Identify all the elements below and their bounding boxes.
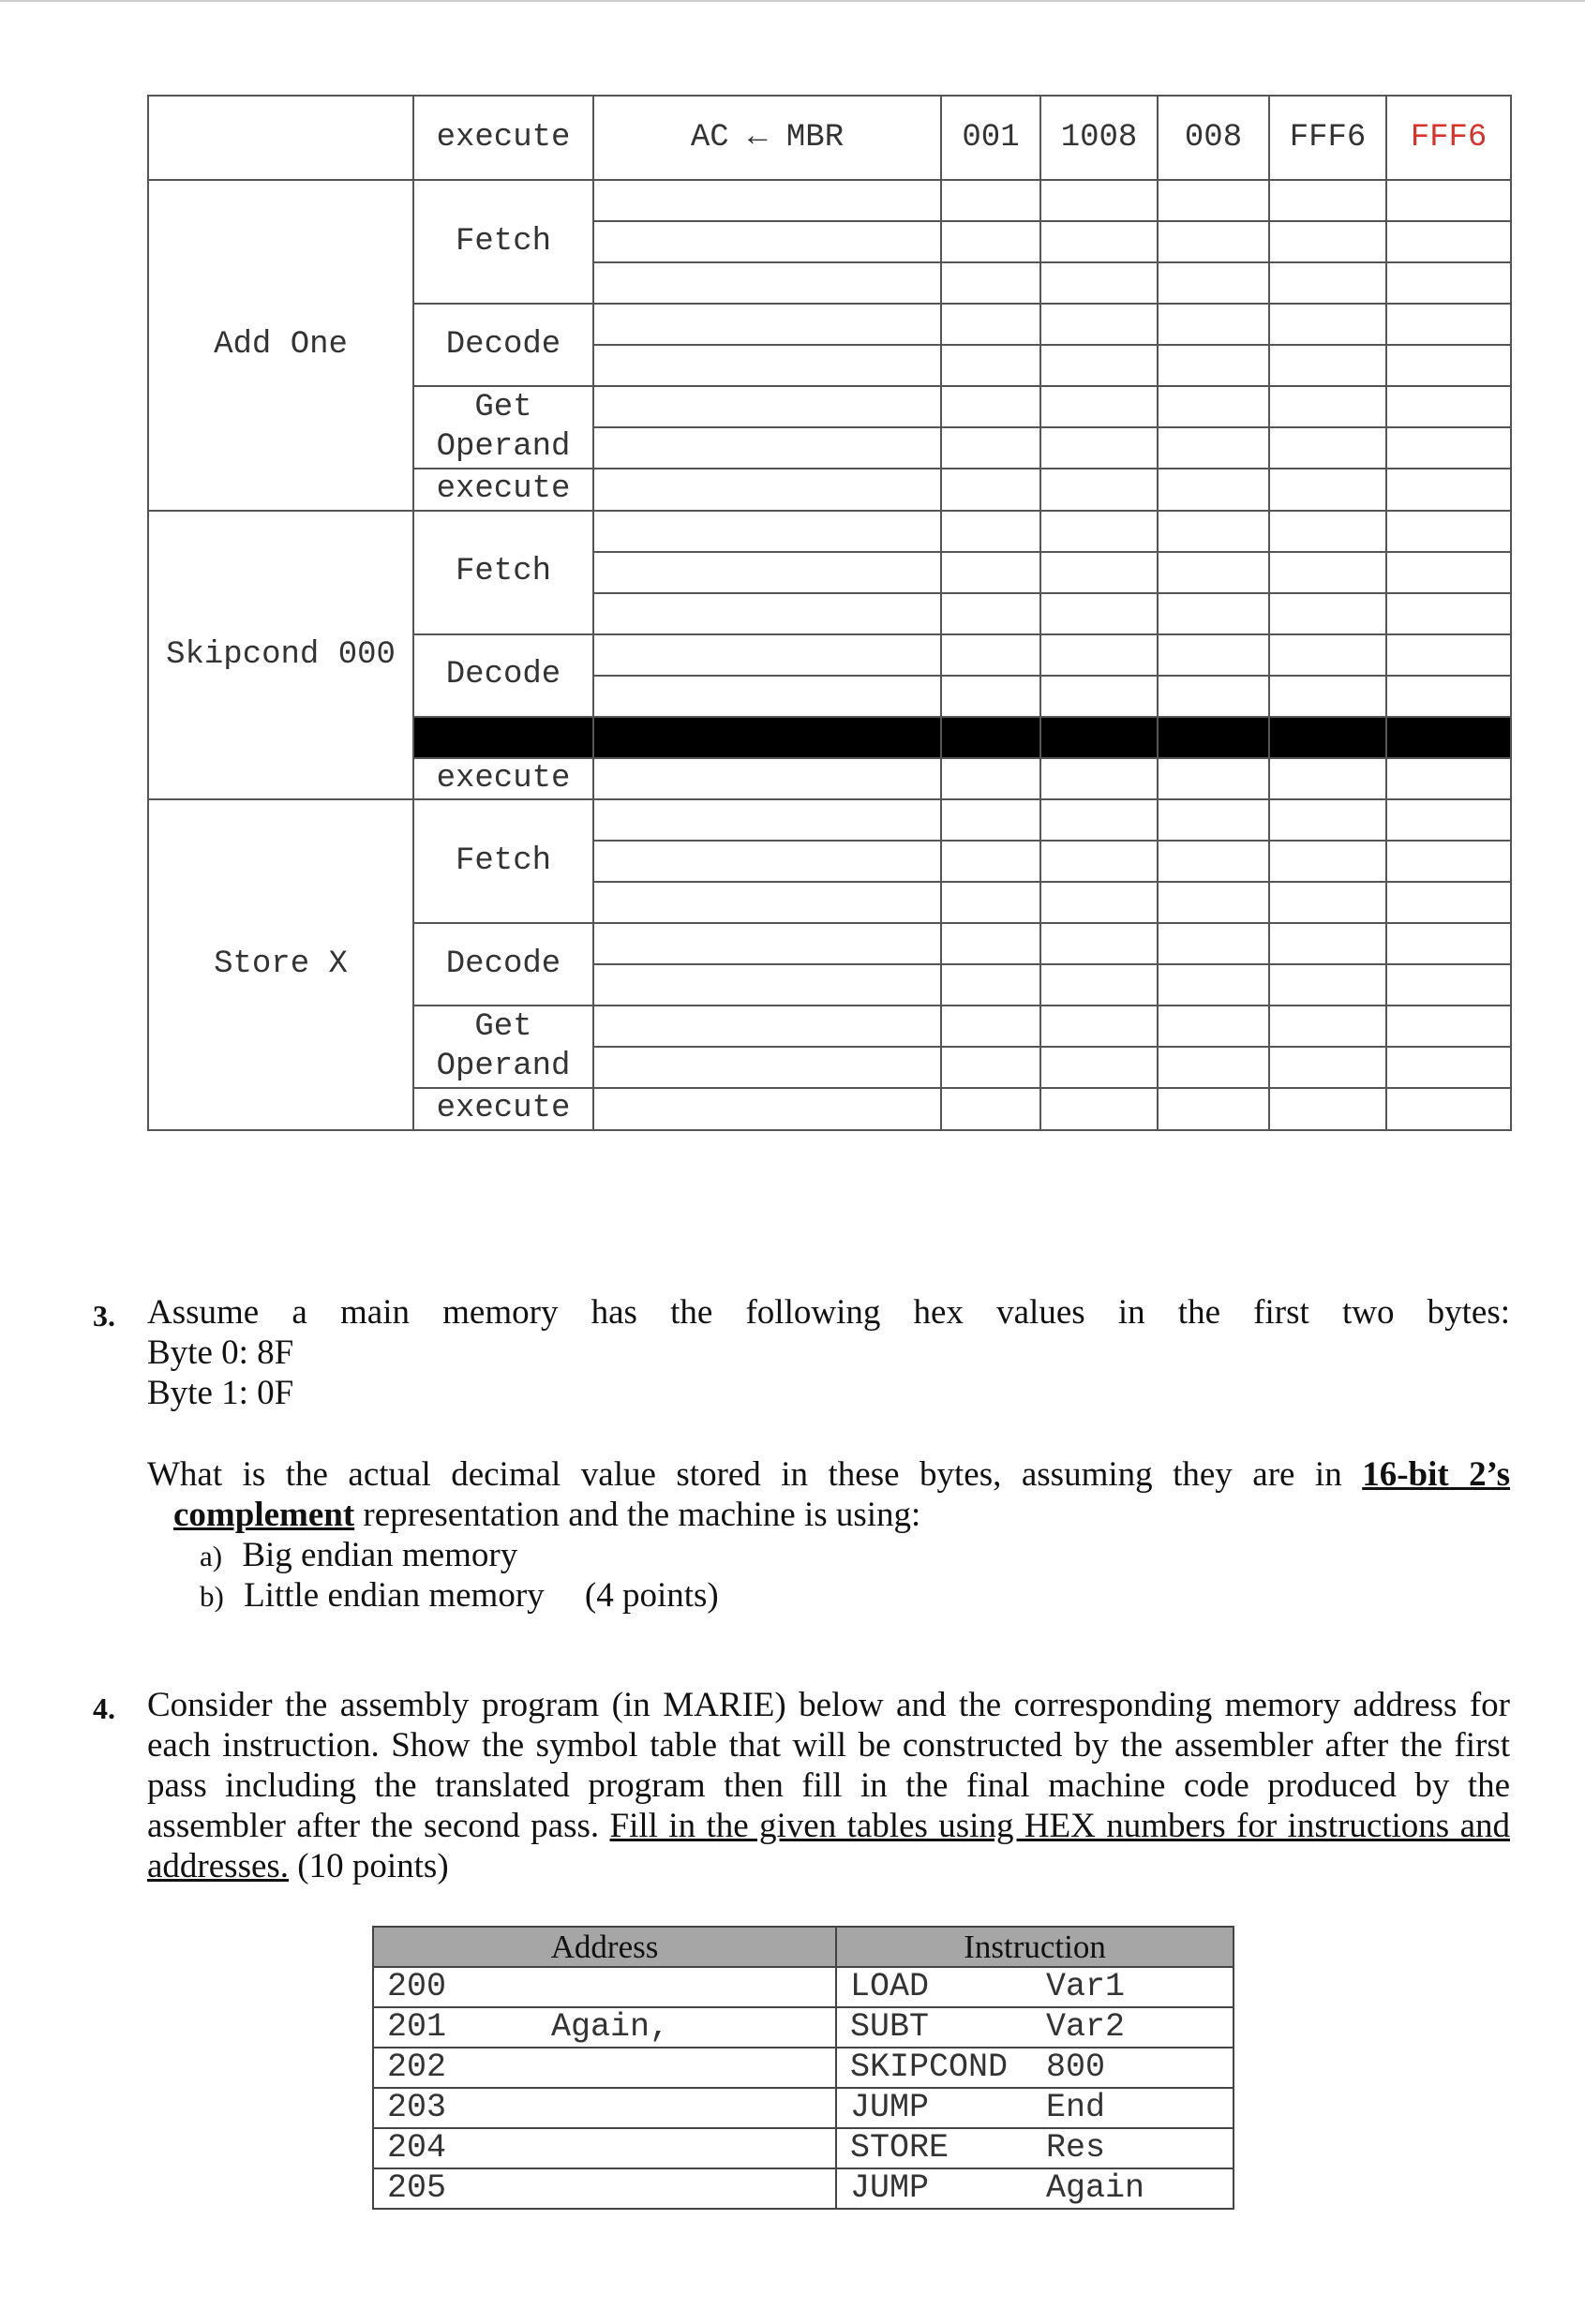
answer-cell xyxy=(593,964,941,1006)
header-cell xyxy=(148,96,413,180)
header-cell: 1008 xyxy=(1040,96,1158,180)
operand-value: 800 xyxy=(1033,2048,1234,2088)
address-value: 202 xyxy=(373,2048,538,2088)
answer-cell xyxy=(1040,799,1158,841)
answer-cell xyxy=(1269,469,1386,511)
answer-cell xyxy=(941,1006,1040,1047)
answer-cell xyxy=(941,427,1040,469)
answer-cell xyxy=(1158,841,1269,882)
question-4-line-5 xyxy=(147,1846,449,1886)
opcode-value: JUMP xyxy=(836,2088,1033,2128)
answer-cell xyxy=(1269,1006,1386,1047)
program-row xyxy=(373,2168,1234,2209)
points-label: (4 points) xyxy=(584,1576,719,1615)
blacked-cell xyxy=(593,717,941,758)
answer-cell xyxy=(941,923,1040,964)
instruction-underlined: Fill in the given tables using HEX numbers for instructions and xyxy=(609,1807,1510,1845)
answer-cell xyxy=(593,345,941,386)
answer-cell xyxy=(593,427,941,469)
program-row xyxy=(373,2088,1234,2128)
blacked-cell xyxy=(1269,717,1386,758)
answer-cell xyxy=(941,1047,1040,1088)
answer-cell xyxy=(1158,923,1269,964)
answer-cell xyxy=(593,882,941,923)
answer-cell xyxy=(1269,676,1386,717)
answer-cell xyxy=(941,758,1040,800)
option-text: Big endian memory xyxy=(242,1536,518,1574)
header-cell-highlight: FFF6 xyxy=(1386,96,1511,180)
answer-cell xyxy=(593,552,941,593)
answer-cell xyxy=(593,262,941,304)
answer-cell xyxy=(1040,552,1158,593)
question-4-line-4 xyxy=(147,1806,1510,1846)
answer-cell xyxy=(1269,923,1386,964)
answer-cell xyxy=(941,386,1040,427)
answer-cell xyxy=(593,841,941,882)
answer-cell xyxy=(941,221,1040,262)
step-cell: execute xyxy=(413,469,593,511)
question-4-line-4-text: assembler after the second pass. xyxy=(147,1807,600,1845)
instruction-cell: Skipcond 000 xyxy=(148,511,413,800)
address-value: 204 xyxy=(373,2128,538,2168)
question-3-prompt-text: What is the actual decimal value stored in these bytes, assuming they are in xyxy=(147,1455,1342,1494)
answer-cell xyxy=(1269,221,1386,262)
answer-cell xyxy=(593,221,941,262)
answer-cell xyxy=(941,634,1040,676)
answer-cell xyxy=(593,758,941,800)
answer-cell xyxy=(1386,841,1511,882)
answer-cell xyxy=(941,304,1040,345)
step-cell: execute xyxy=(413,1088,593,1130)
answer-cell xyxy=(1386,180,1511,221)
answer-cell xyxy=(1040,469,1158,511)
answer-cell xyxy=(1386,634,1511,676)
answer-cell xyxy=(1158,552,1269,593)
answer-cell xyxy=(941,262,1040,304)
answer-cell xyxy=(1386,1047,1511,1088)
answer-cell xyxy=(1040,1088,1158,1130)
step-cell: Fetch xyxy=(413,511,593,634)
answer-cell xyxy=(1269,511,1386,552)
answer-cell xyxy=(941,964,1040,1006)
option-b xyxy=(200,1575,719,1616)
answer-cell xyxy=(1040,1047,1158,1088)
answer-cell xyxy=(941,552,1040,593)
question-3-prompt-cont xyxy=(173,1495,920,1535)
emphasis-16bit: 16-bit 2’s xyxy=(1362,1455,1511,1494)
answer-cell xyxy=(593,469,941,511)
header-cell: 008 xyxy=(1158,96,1269,180)
top-border xyxy=(0,0,1585,2)
trace-header-row xyxy=(148,96,1511,180)
opcode-value: STORE xyxy=(836,2128,1033,2168)
blacked-cell xyxy=(1040,717,1158,758)
answer-cell xyxy=(1158,676,1269,717)
answer-cell xyxy=(1386,304,1511,345)
option-a xyxy=(200,1535,517,1576)
answer-cell xyxy=(941,841,1040,882)
answer-cell xyxy=(593,676,941,717)
answer-cell xyxy=(1269,304,1386,345)
answer-cell xyxy=(941,882,1040,923)
option-text: Little endian memory xyxy=(244,1576,545,1615)
answer-cell xyxy=(1386,1088,1511,1130)
answer-cell xyxy=(1040,923,1158,964)
answer-cell xyxy=(1040,882,1158,923)
answer-cell xyxy=(1158,1088,1269,1130)
answer-cell xyxy=(1386,262,1511,304)
answer-cell xyxy=(1040,634,1158,676)
answer-cell xyxy=(593,180,941,221)
answer-cell xyxy=(593,593,941,634)
instruction-underlined-2: addresses. xyxy=(147,1847,290,1885)
byte-0: Byte 0: 8F xyxy=(147,1333,294,1372)
program-row xyxy=(373,2128,1234,2168)
address-header: Address xyxy=(373,1927,836,1967)
operand-value: Var1 xyxy=(1033,1967,1234,2007)
answer-cell xyxy=(1040,304,1158,345)
address-value: 201 xyxy=(373,2007,538,2048)
answer-cell xyxy=(1386,676,1511,717)
answer-cell xyxy=(1158,758,1269,800)
answer-cell xyxy=(1269,799,1386,841)
question-3-prompt xyxy=(147,1454,1510,1495)
label-value xyxy=(538,2048,836,2088)
answer-cell xyxy=(1158,1047,1269,1088)
answer-cell xyxy=(1040,427,1158,469)
label-value xyxy=(538,2088,836,2128)
option-label: b) xyxy=(200,1580,224,1613)
answer-cell xyxy=(1158,221,1269,262)
answer-cell xyxy=(1040,386,1158,427)
answer-cell xyxy=(1269,1047,1386,1088)
answer-cell xyxy=(1040,676,1158,717)
answer-cell xyxy=(1158,593,1269,634)
operand-value: Var2 xyxy=(1033,2007,1234,2048)
answer-cell xyxy=(1269,634,1386,676)
answer-cell xyxy=(1386,386,1511,427)
answer-cell xyxy=(1040,180,1158,221)
answer-cell xyxy=(1158,304,1269,345)
answer-cell xyxy=(593,1047,941,1088)
label-value xyxy=(538,2128,836,2168)
instruction-header: Instruction xyxy=(836,1927,1234,1967)
opcode-value: LOAD xyxy=(836,1967,1033,2007)
answer-cell xyxy=(941,1088,1040,1130)
question-3-lead: Assume a main memory has the following hex values in the first two bytes: xyxy=(147,1293,1510,1332)
marie-trace-table xyxy=(147,95,1512,1131)
opcode-value: SKIPCOND xyxy=(836,2048,1033,2088)
answer-cell xyxy=(1386,469,1511,511)
program-header-row xyxy=(373,1927,1234,1967)
operand-value: Again xyxy=(1033,2168,1234,2209)
instruction-cell: Add One xyxy=(148,180,413,511)
answer-cell xyxy=(1040,1006,1158,1047)
address-value: 200 xyxy=(373,1967,538,2007)
answer-cell xyxy=(1158,634,1269,676)
step-cell: Fetch xyxy=(413,799,593,923)
answer-cell xyxy=(1269,262,1386,304)
answer-cell xyxy=(593,304,941,345)
points-label: (10 points) xyxy=(297,1847,449,1885)
question-4-line-2: each instruction. Show the symbol table that will be constructed by the assembler after the first xyxy=(147,1726,1510,1765)
answer-cell xyxy=(1040,511,1158,552)
answer-cell xyxy=(941,676,1040,717)
answer-cell xyxy=(593,799,941,841)
answer-cell xyxy=(1158,799,1269,841)
address-value: 205 xyxy=(373,2168,538,2209)
answer-cell xyxy=(593,386,941,427)
marie-program-table xyxy=(372,1926,1234,2210)
emphasis-complement: complement xyxy=(173,1496,355,1534)
step-cell: Decode xyxy=(413,923,593,1006)
header-cell: execute xyxy=(413,96,593,180)
question-4-number: 4. xyxy=(93,1691,115,1725)
instruction-cell: Store X xyxy=(148,799,413,1130)
header-cell: AC ← MBR xyxy=(593,96,941,180)
answer-cell xyxy=(593,923,941,964)
question-3-number: 3. xyxy=(93,1299,115,1333)
program-row xyxy=(373,2007,1234,2048)
step-cell: Decode xyxy=(413,634,593,717)
answer-cell xyxy=(1386,552,1511,593)
label-value xyxy=(538,2168,836,2209)
answer-cell xyxy=(1269,345,1386,386)
answer-cell xyxy=(1040,841,1158,882)
header-cell: 001 xyxy=(941,96,1040,180)
address-value: 203 xyxy=(373,2088,538,2128)
label-value: Again, xyxy=(538,2007,836,2048)
answer-cell xyxy=(941,593,1040,634)
blacked-cell xyxy=(941,717,1040,758)
step-cell: Fetch xyxy=(413,180,593,304)
opcode-value: SUBT xyxy=(836,2007,1033,2048)
answer-cell xyxy=(1269,593,1386,634)
answer-cell xyxy=(1269,758,1386,800)
step-cell: Decode xyxy=(413,304,593,386)
answer-cell xyxy=(1158,262,1269,304)
label-value xyxy=(538,1967,836,2007)
answer-cell xyxy=(1158,1006,1269,1047)
answer-cell xyxy=(1386,882,1511,923)
step-cell: Get Operand xyxy=(413,1006,593,1088)
answer-cell xyxy=(593,634,941,676)
answer-cell xyxy=(1269,386,1386,427)
blacked-cell xyxy=(1386,717,1511,758)
answer-cell xyxy=(1386,427,1511,469)
answer-cell xyxy=(1040,758,1158,800)
answer-cell xyxy=(1386,593,1511,634)
answer-cell xyxy=(1386,964,1511,1006)
answer-cell xyxy=(1158,427,1269,469)
answer-cell xyxy=(1158,511,1269,552)
answer-cell xyxy=(593,1088,941,1130)
answer-cell xyxy=(1040,345,1158,386)
answer-cell xyxy=(941,345,1040,386)
answer-cell xyxy=(1386,345,1511,386)
answer-cell xyxy=(941,799,1040,841)
answer-cell xyxy=(941,180,1040,221)
answer-cell xyxy=(1269,552,1386,593)
answer-cell xyxy=(1040,964,1158,1006)
step-cell: execute xyxy=(413,758,593,800)
answer-cell xyxy=(1269,841,1386,882)
answer-cell xyxy=(1386,799,1511,841)
blacked-cell xyxy=(413,717,593,758)
answer-cell xyxy=(1269,964,1386,1006)
question-3-prompt-tail: representation and the machine is using: xyxy=(363,1496,921,1534)
step-cell: Get Operand xyxy=(413,386,593,469)
answer-cell xyxy=(1158,386,1269,427)
answer-cell xyxy=(593,1006,941,1047)
answer-cell xyxy=(1269,180,1386,221)
option-label: a) xyxy=(200,1540,223,1572)
answer-cell xyxy=(1269,1088,1386,1130)
answer-cell xyxy=(941,511,1040,552)
answer-cell xyxy=(1040,593,1158,634)
operand-value: Res xyxy=(1033,2128,1234,2168)
answer-cell xyxy=(1269,882,1386,923)
opcode-value: JUMP xyxy=(836,2168,1033,2209)
answer-cell xyxy=(1040,221,1158,262)
header-cell: FFF6 xyxy=(1269,96,1386,180)
byte-1: Byte 1: 0F xyxy=(147,1374,294,1412)
blacked-cell xyxy=(1158,717,1269,758)
answer-cell xyxy=(1158,345,1269,386)
program-row xyxy=(373,2048,1234,2088)
answer-cell xyxy=(941,469,1040,511)
answer-cell xyxy=(1158,469,1269,511)
answer-cell xyxy=(1158,964,1269,1006)
answer-cell xyxy=(1158,180,1269,221)
answer-cell xyxy=(1386,923,1511,964)
answer-cell xyxy=(1269,427,1386,469)
answer-cell xyxy=(593,511,941,552)
answer-cell xyxy=(1386,221,1511,262)
answer-cell xyxy=(1386,1006,1511,1047)
answer-cell xyxy=(1386,758,1511,800)
answer-cell xyxy=(1386,511,1511,552)
question-4-line-1: Consider the assembly program (in MARIE) below and the corresponding memory address for xyxy=(147,1686,1510,1724)
program-row xyxy=(373,1967,1234,2007)
question-4-line-3: pass including the translated program then fill in the final machine code produced by the xyxy=(147,1766,1510,1805)
operand-value: End xyxy=(1033,2088,1234,2128)
answer-cell xyxy=(1040,262,1158,304)
answer-cell xyxy=(1158,882,1269,923)
